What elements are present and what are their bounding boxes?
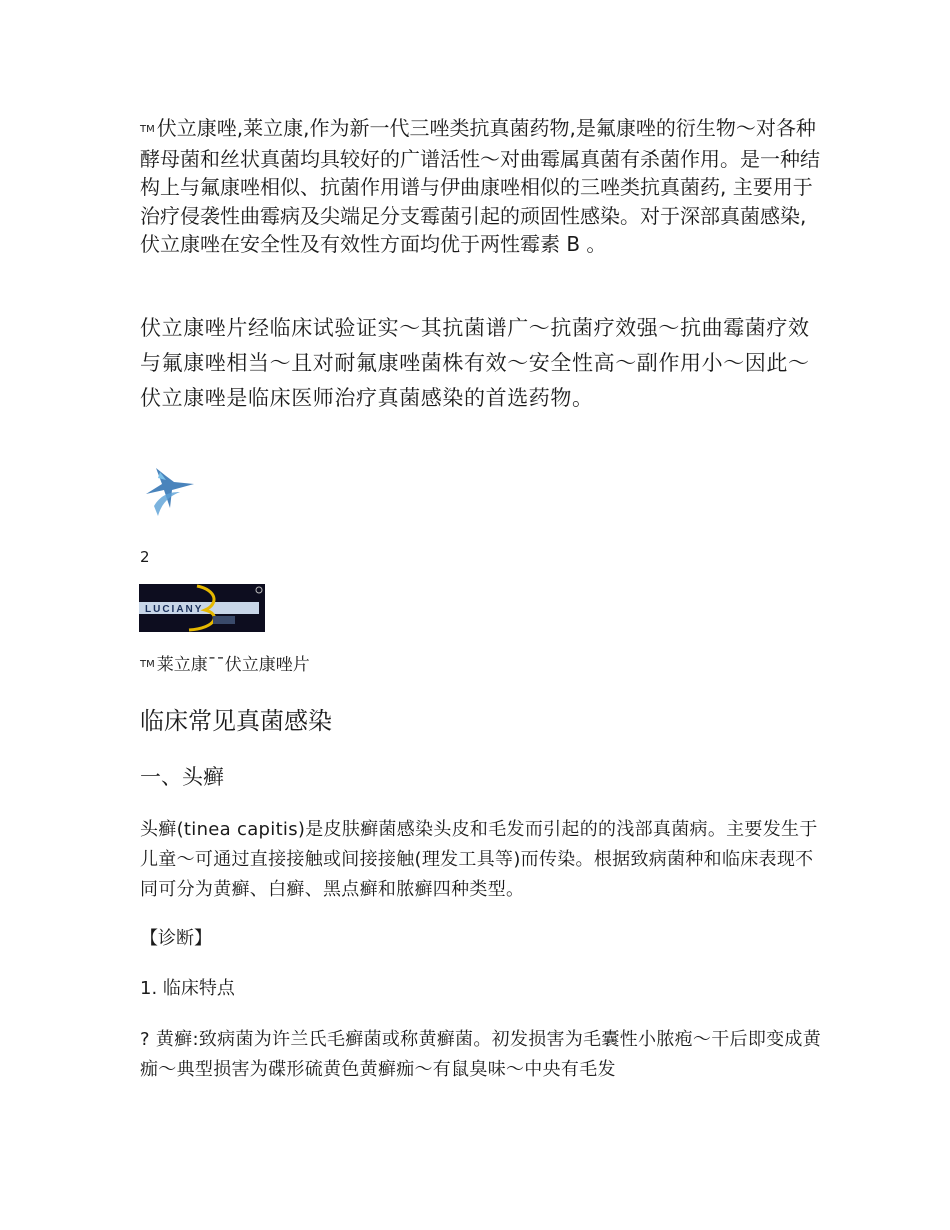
section-title: 临床常见真菌感染	[140, 707, 332, 735]
product-caption	[140, 653, 310, 677]
caption-text: 莱立康¯¯伏立康唑片	[156, 655, 310, 675]
trademark-mark: TM	[140, 659, 155, 670]
brand-logo-text: LUCIANY	[145, 604, 204, 615]
clinical-features-heading: 1. 临床特点	[140, 978, 235, 999]
tinea-capitis-paragraph: 头癣(tinea capitis)是皮肤癣菌感染头皮和毛发而引起的的浅部真菌病。主要发生于儿童～可通过直接接触或间接接触(理发工具等)而传染。根据致病菌种和临床表现不同可分为黄癣、白癣、黑点癣和脓癣四种类型。	[140, 819, 818, 900]
luciany-brand-logo	[139, 584, 265, 632]
favus-paragraph: ? 黄癣:致病菌为许兰氏毛癣菌或称黄癣菌。初发损害为毛囊性小脓疱～干后即变成黄痂～典型损害为碟形硫黄色黄癣痂～有鼠臭味～中央有毛发	[140, 1029, 822, 1080]
subsection-title: 一、头癣	[140, 765, 224, 789]
intro-text: 伏立康唑,莱立康,作为新一代三唑类抗真菌药物,是氟康唑的衍生物～对各种酵母菌和丝状真菌均具较好的广谱活性～对曲霉属真菌有杀菌作用。是一种结构上与氟康唑相似、抗菌作用谱与伊曲康唑相似的三唑类抗真菌药, 主要用于治疗侵袭性曲霉病及尖端足分支霉菌引起的顽固性感染。对于深部真菌感染, 伏立康唑在安全性及有效性方面均优于两性霉素 B 。	[140, 116, 820, 256]
summary-paragraph: 伏立康唑片经临床试验证实～其抗菌谱广～抗菌疗效强～抗曲霉菌疗效与氟康唑相当～且对耐氟康唑菌株有效～安全性高～副作用小～因此～伏立康唑是临床医师治疗真菌感染的首选药物。	[140, 316, 810, 410]
diagnosis-heading: 【诊断】	[140, 928, 212, 949]
page-number: 2	[140, 548, 150, 566]
star-logo-icon	[140, 462, 196, 520]
trademark-mark: TM	[140, 124, 155, 135]
intro-paragraph	[140, 114, 820, 259]
